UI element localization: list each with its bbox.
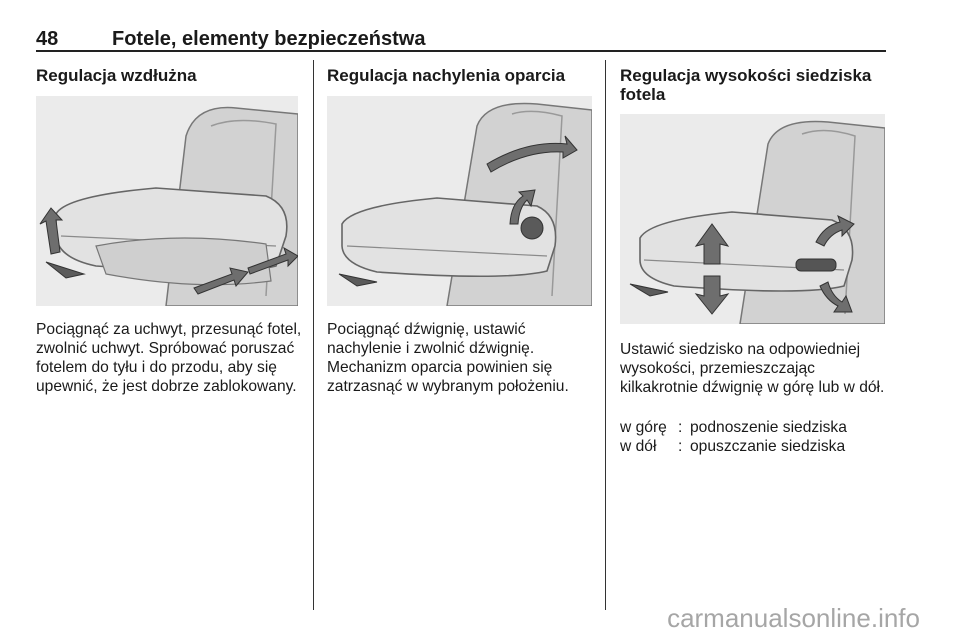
backrest-tilt-drawing <box>327 96 592 306</box>
section-height <box>620 66 885 104</box>
seat-longitudinal-drawing <box>36 96 298 306</box>
section-heading: Regulacja wysokości siedziska fotela <box>620 66 872 104</box>
definition-term: w górę <box>620 419 667 436</box>
section-heading: Regulacja nachylenia oparcia <box>327 66 566 85</box>
section-heading: Regulacja wzdłużna <box>36 66 197 85</box>
column-divider <box>313 60 314 610</box>
definition-description: podnoszenie siedziska <box>690 419 847 436</box>
watermark: carmanualsonline.info <box>667 603 920 633</box>
column-divider <box>605 60 606 610</box>
definition-row-down <box>620 437 885 456</box>
backrest-tilt-illustration <box>327 96 592 306</box>
seat-height-drawing <box>620 114 885 324</box>
seat-longitudinal-illustration <box>36 96 298 306</box>
definition-description: opuszczanie siedziska <box>690 438 846 455</box>
definition-separator: : <box>678 438 683 455</box>
definition-row-up <box>620 418 885 437</box>
section-paragraph: Pociągnąć za uchwyt, przesunąć fotel, zwolnić uchwyt. Spróbować poruszać fotelem do tyłu i do przodu, aby się upewnić, że jest dobrze zablokowany. <box>36 321 302 395</box>
page-number: 48 <box>36 28 59 50</box>
section-paragraph: Ustawić siedzisko na odpowiedniej wysokości, przemieszczając kilkakrotnie dźwignię w górę lub w dół. <box>620 341 885 396</box>
header-rule <box>36 50 886 52</box>
section-longitudinal <box>36 66 306 85</box>
definition-separator: : <box>678 419 683 436</box>
definition-term: w dół <box>620 438 657 455</box>
page-header-title: Fotele, elementy bezpieczeństwa <box>112 28 426 50</box>
seat-height-illustration <box>620 114 885 324</box>
section-backrest <box>327 66 597 85</box>
section-paragraph: Pociągnąć dźwignię, ustawić nachylenie i zwolnić dźwignię. Mechanizm oparcia powinien się zatrzasnąć w wybranym położeniu. <box>327 321 569 395</box>
